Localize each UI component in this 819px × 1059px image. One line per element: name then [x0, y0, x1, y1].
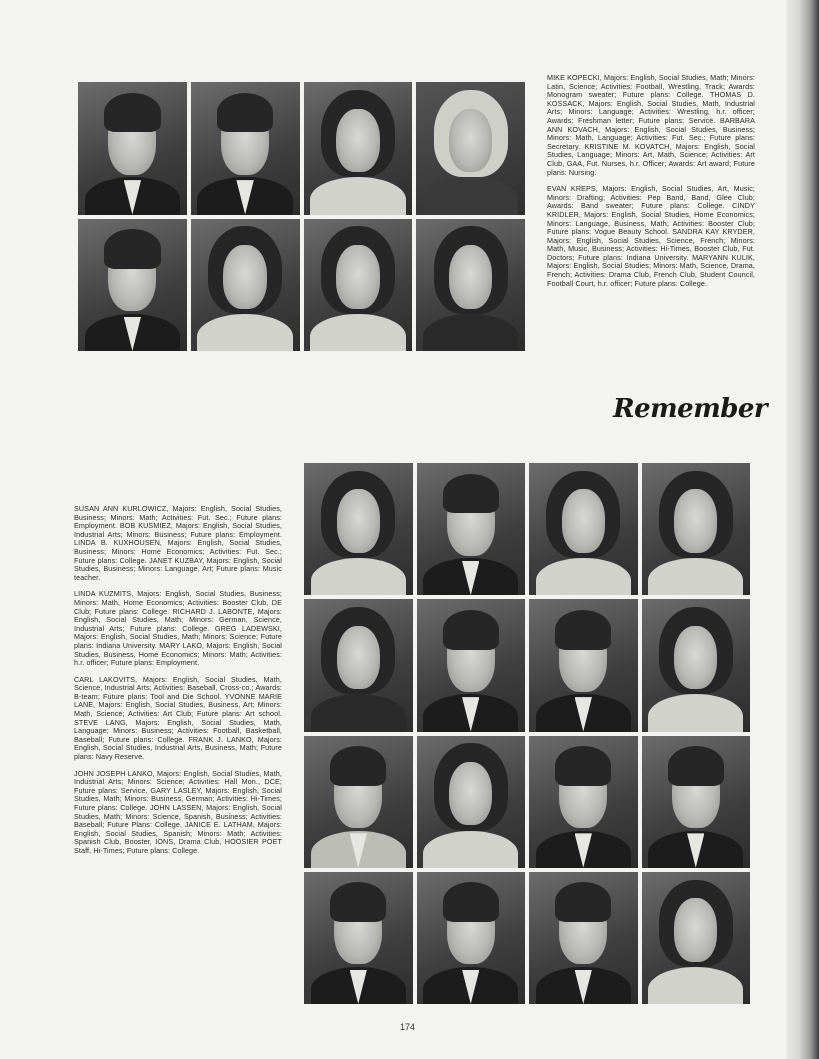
biography-group: [74, 505, 282, 582]
student-biography: BARBARA ANN KOVACH, Majors: English, Social Studies, Business; Minors: Math, Language; Activities: Fut. Sec.; Future plans: Secretary.: [547, 115, 755, 151]
student-biography: GREG LADEWSKI, Majors: English, Social Studies, Math; Minors: Science; Future plans: Indiana University.: [74, 623, 282, 650]
page-number: 174: [400, 1022, 416, 1032]
bottom-biography-column: [74, 505, 282, 864]
student-biography: FRANK J. LANKO, Majors: English, Social Studies, Industrial Arts, Business, Math; Future plans: Navy Reserve.: [74, 734, 282, 762]
student-biography: JANET KUZBAY, Majors: English, Social Studies, Business; Minors: Language, Art; Future plans: Music teacher.: [74, 555, 282, 582]
student-biography: LINDA KUZMITS, Majors: English, Social Studies, Business; Minors: Math, Home Economics; Activities: Booster Club, DE Club; Future plans: College.: [74, 589, 282, 616]
book-spine-shadow: [786, 0, 819, 1059]
portrait-photo: [417, 872, 526, 1004]
portrait-photo: [191, 219, 300, 352]
biography-group: [74, 676, 282, 762]
student-biography: LINDA B. KUXHOUSEN, Majors: English, Social Studies, Business; Minors: Home Economics; Activities: Fut. Sec.; Future plans: College.: [74, 538, 282, 565]
portrait-photo: [529, 599, 638, 731]
bottom-portrait-grid: [304, 463, 750, 1004]
portrait-photo: [642, 872, 751, 1004]
student-biography: THOMAS D. KOSSACK, Majors: English, Social Studies, Math, Industrial Arts; Minors: Language; Activities: Wrestling, h.r. officer; Awards: Freshman letter; Future plans: Service.: [547, 90, 755, 125]
portrait-photo: [304, 599, 413, 731]
student-biography: SUSAN ANN KURLOWICZ, Majors: English, Social Studies, Business; Minors: Math; Activities: Fut. Sec.; Future plans: Employment.: [74, 504, 282, 531]
portrait-photo: [529, 736, 638, 868]
student-biography: MARYANN KULIK, Majors: English, Social Studies; Minors: Math, Science, Drama, French; Activities: Drama Club, French Club, Student Council, Football Court, h.r. officer; Future plans: College.: [547, 252, 755, 288]
portrait-photo: [191, 82, 300, 215]
portrait-photo: [417, 463, 526, 595]
portrait-photo: [529, 463, 638, 595]
student-biography: STEVE LANG, Majors: English, Social Studies, Math, Language; Minors: Business; Activities: Football, Basketball, Baseball; Future plans: College.: [74, 717, 282, 744]
student-biography: EVAN KREPS, Majors: English, Social Studies, Art, Music; Minors: Drafting; Activities: Pep Band, Band, Glee Club; Awards: Band sweater; Future plans: College.: [547, 184, 755, 211]
portrait-photo: [304, 219, 413, 352]
biography-group: [547, 185, 755, 288]
portrait-photo: [642, 736, 751, 868]
student-biography: YVONNE MARIE LANE, Majors: English, Social Studies, Business, Art; Minors: Math, Science; Activities: Art Club; Future plans: Art school.: [74, 691, 282, 719]
portrait-photo: [304, 736, 413, 868]
biography-group: [547, 74, 755, 177]
top-portrait-grid: [78, 82, 525, 351]
student-biography: RICHARD J. LABONTE, Majors: English, Social Studies, Math; Minors: German, Science, Industrial Arts; Future plans: College.: [74, 606, 282, 633]
student-biography: GARY LASLEY, Majors: English, Social Studies, Math; Minors: Business, German; Activities: Hi-Times; Future plans: College.: [74, 785, 282, 812]
portrait-photo: [304, 463, 413, 595]
portrait-photo: [416, 82, 525, 215]
portrait-photo: [304, 82, 413, 215]
portrait-photo: [642, 463, 751, 595]
student-biography: JOHN JOSEPH LANKO, Majors: English, Social Studies, Math, Industrial Arts; Minors: Science; Activities: Hall Mon., DCE; Future plans: Service.: [74, 768, 282, 795]
portrait-photo: [304, 872, 413, 1004]
student-biography: KRISTINE M. KOVATCH, Majors: English, Social Studies, Language; Minors: Art, Math, Science; Activities: Art Club, GAA, Fut. Nurses, h.r. Officer; Awards: Art award; Future plans: Nursing.: [547, 141, 755, 177]
biography-group: [74, 590, 282, 667]
student-biography: JOHN LASSEN, Majors: English, Social Studies, Math; Minors: Science, Spanish, Business; Activities: Baseball; Future Plans: College.: [74, 803, 282, 830]
portrait-photo: [417, 599, 526, 731]
portrait-photo: [417, 736, 526, 868]
portrait-photo: [529, 872, 638, 1004]
top-biography-column: [547, 74, 755, 296]
student-biography: MIKE KOPECKI, Majors: English, Social Studies, Math; Minors: Latin, Science; Activities: Football, Wrestling, Track; Awards: Monogram sweater; Future plans: College.: [547, 73, 755, 100]
remember-heading: Remember: [613, 394, 768, 424]
portrait-photo: [78, 82, 187, 215]
student-biography: CINDY KRIDLER, Majors: English, Social Studies, Home Economics; Minors: Language, Business, Math; Activities: Booster Club; Future plans: Vogue Beauty School.: [547, 201, 755, 237]
student-biography: MARY LAKO, Majors: English, Social Studies, Business, Home Economics; Minors: Math; Activities: h.r. officer; Future plans: Employment.: [74, 640, 282, 668]
portrait-photo: [416, 219, 525, 352]
biography-group: [74, 770, 282, 856]
student-biography: SANDRA KAY KRYDER, Majors: English, Social Studies, Science, French; Minors: Math, Music, Business; Activities: Hi-Times, Booster Club, Fut. Doctors; Future plans: Indiana University.: [547, 227, 755, 262]
portrait-photo: [78, 219, 187, 352]
portrait-photo: [642, 599, 751, 731]
student-biography: JANICE E. LATHAM, Majors: English, Social Studies, Spanish; Minors: Math; Activities: Spanish Club, Booster, IONS, Drama Club, HOOSIER POET Staff, Hi-Times; Future plans: College.: [74, 820, 282, 855]
student-biography: BOB KUSMIEZ, Majors: English, Social Studies, Industrial Arts; Minors: Business; Future plans: Employment.: [74, 521, 282, 539]
student-biography: CARL LAKOVITS, Majors: English, Social Studies, Math, Science, Industrial Arts; Activities: Baseball, Cross-co.; Awards: B-team; Future plans: Tool and Die School.: [74, 674, 282, 701]
